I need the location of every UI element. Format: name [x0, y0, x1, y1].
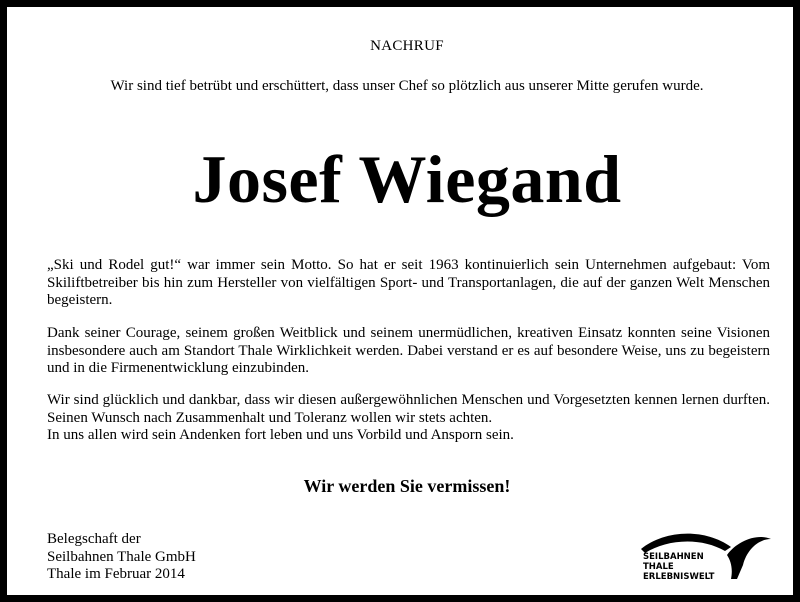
paragraph-memory-line: In uns allen wird sein Andenken fort leben und uns Vorbild und Ansporn sein. — [47, 427, 514, 443]
farewell-line: Wir werden Sie vermissen! — [303, 476, 511, 496]
logo-left-swoosh — [641, 534, 731, 553]
logo-text-line-1: SEILBAHNEN — [643, 552, 704, 562]
paragraph-courage: Dank seiner Courage, seinem großen Weitblick und seinem unermüdlichen, kreativen Einsatz konnten seine Visionen insbesondere auch am Standort Thale Wirklichkeit werden. Dabei verstand er es auf besondere Weise, uns zu begeistern und in die Firmenentwicklung einzubinden. — [47, 325, 770, 376]
signature-block — [47, 531, 196, 584]
logo-right-curl — [727, 537, 771, 579]
signature-line-staff: Belegschaft der — [47, 531, 141, 547]
signature-line-date: Thale im Februar 2014 — [47, 566, 185, 582]
seilbahnen-thale-logo-icon — [639, 529, 773, 585]
intro-sentence: Wir sind tief betrübt und erschüttert, dass unser Chef so plötzlich aus unserer Mitte gerufen wurde. — [110, 78, 704, 94]
logo-text-line-3: ERLEBNISWELT — [643, 572, 715, 582]
paragraph-motto: „Ski und Rodel gut!“ war immer sein Motto. So hat er seit 1963 kontinuierlich sein Unternehmen aufgebaut: Vom Skiliftbetreiber bis hin zum Hersteller von vielfältigen Sport- und Transportanlagen, die auf der ganzen Welt Menschen begeistern. — [47, 257, 770, 308]
obituary-heading: NACHRUF — [370, 38, 444, 54]
paragraph-gratitude-line: Wir sind glücklich und dankbar, dass wir diesen außergewöhnlichen Menschen und Vorgesetzten kennen lernen durften. Seinen Wunsch nach Zusammenhalt und Toleranz wollen wir stets achten. — [47, 392, 770, 426]
deceased-name: Josef Wiegand — [192, 141, 622, 217]
logo-text-line-2: THALE — [643, 562, 674, 572]
signature-line-company: Seilbahnen Thale GmbH — [47, 548, 196, 565]
paragraph-gratitude — [47, 392, 770, 445]
